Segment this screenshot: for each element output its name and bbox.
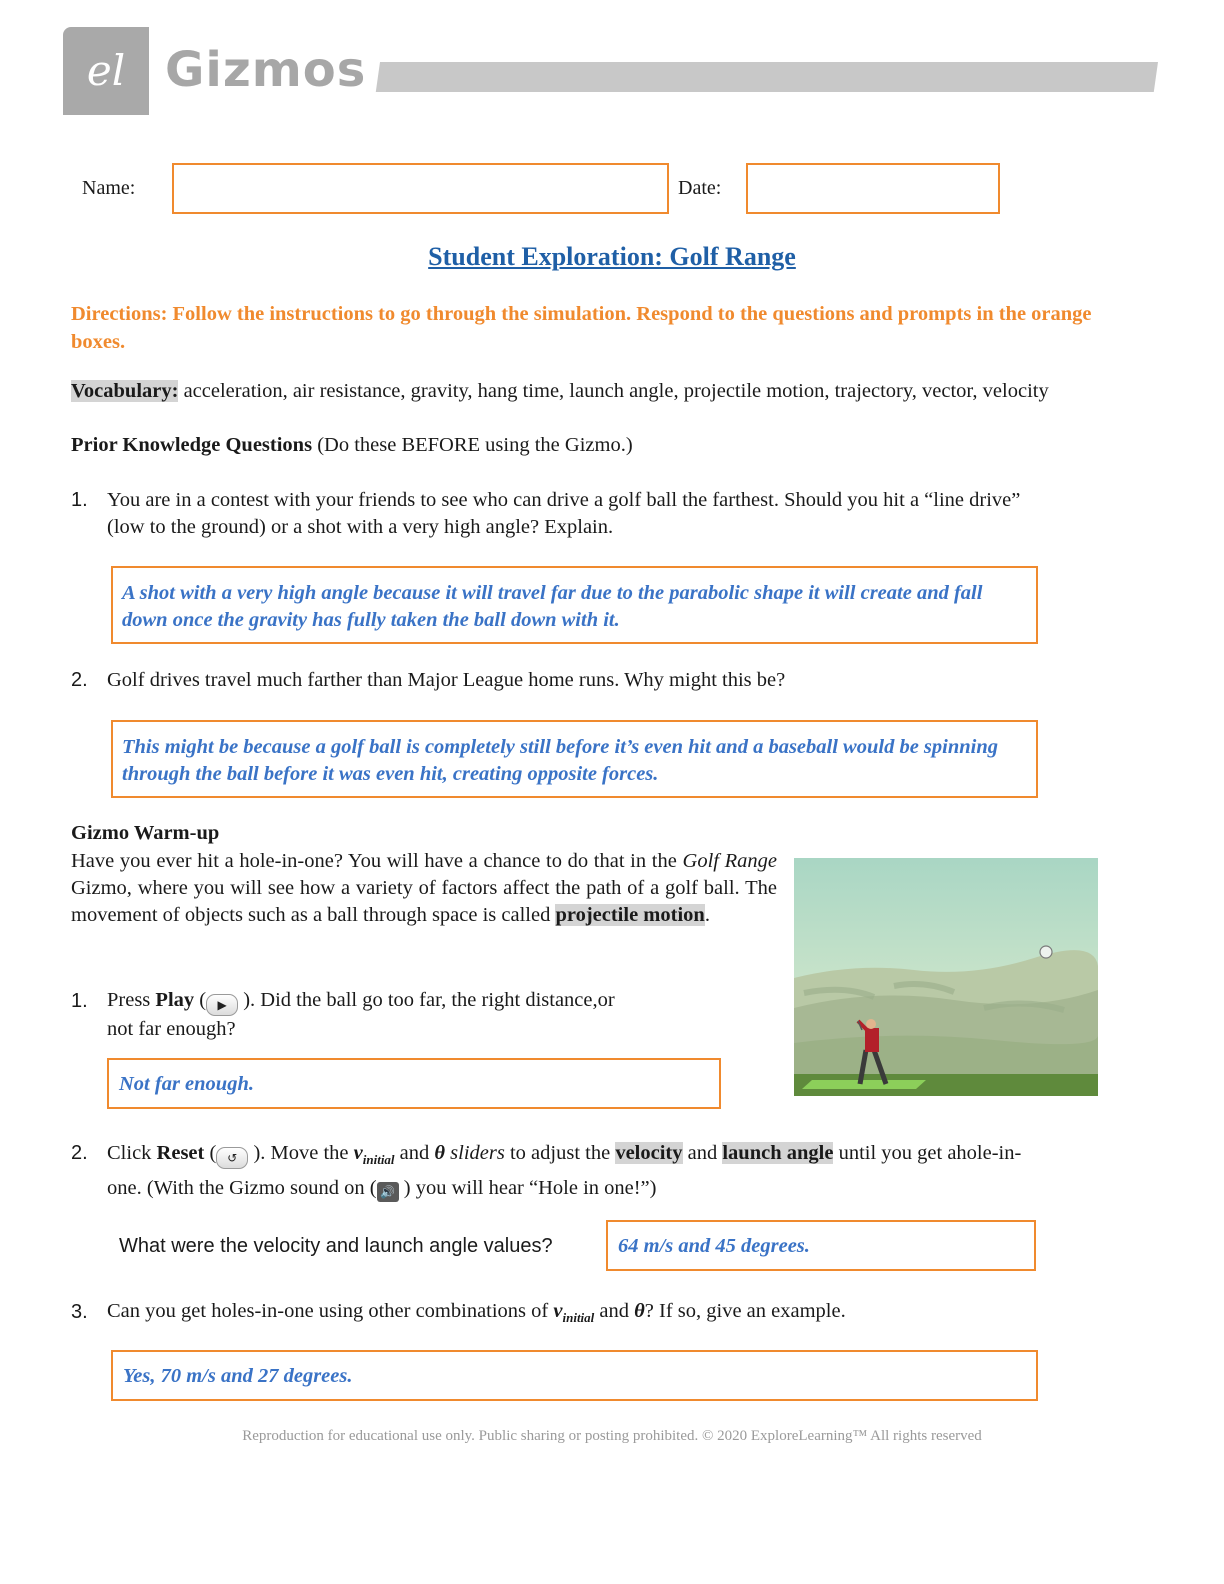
prior-a1-text: A shot with a very high angle because it will travel far due to the parabolic shape it will create and fall down once the gravity has fully taken the ball down with it. bbox=[122, 582, 983, 631]
warmup-q2-d: to adjust the bbox=[504, 1142, 616, 1164]
golf-ball bbox=[1040, 946, 1052, 958]
warmup-a1-box[interactable] bbox=[107, 1058, 721, 1109]
vocabulary-label: Vocabulary: bbox=[71, 380, 179, 402]
theta-symbol-2: θ bbox=[634, 1300, 645, 1322]
warmup-q2-e: and bbox=[682, 1142, 723, 1164]
v-symbol-2: v bbox=[553, 1300, 563, 1322]
warmup-q2-b: ). Move the bbox=[248, 1142, 354, 1164]
warmup-q3-b: and bbox=[594, 1300, 635, 1322]
warmup-q2-line2b: ) you will hear “Hole in one!”) bbox=[398, 1177, 657, 1199]
play-icon[interactable]: ▶ bbox=[206, 994, 238, 1016]
reset-label: Reset bbox=[156, 1142, 205, 1164]
warmup-q3-number: 3. bbox=[71, 1301, 88, 1323]
warmup-q1-line2: not far enough? bbox=[107, 1018, 236, 1040]
prior-q2-text: Golf drives travel much farther than Major League home runs. Why might this be? bbox=[107, 669, 786, 691]
name-field[interactable] bbox=[172, 163, 669, 214]
warmup-term: projectile motion bbox=[555, 904, 705, 926]
sliders-word: sliders bbox=[445, 1142, 505, 1164]
prior-q1-line2: (low to the ground) or a shot with a very high angle? Explain. bbox=[107, 516, 614, 538]
page-title: Student Exploration: Golf Range bbox=[428, 242, 796, 271]
sound-icon[interactable]: 🔊 bbox=[377, 1182, 399, 1202]
prior-a1-box[interactable] bbox=[111, 566, 1038, 644]
prior-knowledge-heading bbox=[71, 434, 633, 457]
logo-glyph: el bbox=[86, 46, 126, 95]
golf-range-image bbox=[794, 858, 1098, 1096]
prior-a2-text: This might be because a golf ball is completely still before it’s even hit and a baseball would be spinning through the ball before it was even hit, creating opposite forces. bbox=[122, 736, 998, 785]
warmup-q1-number: 1. bbox=[71, 990, 88, 1012]
warmup-q1-b: ). Did the ball go too far, the right distance,or bbox=[238, 989, 615, 1011]
header-bar bbox=[376, 62, 1158, 92]
warmup-intro bbox=[71, 848, 777, 929]
vocabulary-terms: acceleration, air resistance, gravity, hang time, launch angle, projectile motion, trajectory, vector, velocity bbox=[178, 380, 1049, 402]
warmup-a3-box[interactable] bbox=[111, 1350, 1038, 1401]
v-subscript: initial bbox=[362, 1152, 395, 1167]
warmup-q2-c: and bbox=[394, 1142, 435, 1164]
warmup-heading: Gizmo Warm-up bbox=[71, 822, 220, 844]
directions-text: Directions: Follow the instructions to go through the simulation. Respond to the questions and prompts in the orange boxes. bbox=[71, 303, 1092, 353]
warmup-q1-text: Press Play ( ▶ ). Did the ball go too far, the right distance,or not far enough? bbox=[107, 987, 767, 1043]
date-field[interactable] bbox=[746, 163, 1000, 214]
vocabulary-line bbox=[71, 380, 1171, 403]
warmup-q3-c: ? If so, give an example. bbox=[644, 1300, 846, 1322]
warmup-intro-end: . bbox=[704, 904, 710, 926]
warmup-q2-prompt: What were the velocity and launch angle values? bbox=[119, 1235, 553, 1257]
prior-q1-line1: You are in a contest with your friends to see who can drive a golf ball the farthest. Should you hit a “line drive” bbox=[107, 489, 1021, 511]
warmup-q2-number: 2. bbox=[71, 1142, 88, 1164]
logo-badge bbox=[63, 27, 149, 115]
v-subscript-2: initial bbox=[562, 1310, 595, 1325]
warmup-a2-box[interactable] bbox=[606, 1220, 1036, 1271]
warmup-q1-a: Press bbox=[107, 989, 156, 1011]
brand-name: Gizmos bbox=[165, 42, 367, 98]
prior-heading-label: Prior Knowledge Questions bbox=[71, 434, 313, 456]
name-label: Name: bbox=[82, 177, 136, 199]
warmup-a3-text: Yes, 70 m/s and 27 degrees. bbox=[123, 1365, 353, 1387]
warmup-gizmo-name: Golf Range bbox=[682, 850, 777, 872]
warmup-q2-f: until you get ahole-in- bbox=[833, 1142, 1022, 1164]
warmup-q3-text bbox=[107, 1298, 1107, 1331]
velocity-term: velocity bbox=[615, 1142, 683, 1164]
warmup-intro-a: Have you ever hit a hole-in-one? You will have a chance to do that in the bbox=[71, 850, 683, 872]
launch-angle-term: launch angle bbox=[722, 1142, 834, 1164]
v-symbol: v bbox=[353, 1142, 363, 1164]
warmup-q2-text: Click Reset ( ↺ ). Move the $v_{initial}$ and θ sliders to adjust the velocity and launch angle until you get ahole-in- one. (With the Gizmo sound on ( 🔊 ) you will hear “Hole in one!”) bbox=[107, 1139, 1117, 1203]
prior-q2-number: 2. bbox=[71, 669, 88, 691]
warmup-q2-line2a: one. (With the Gizmo sound on ( bbox=[107, 1177, 377, 1199]
warmup-intro-b: Gizmo, where you will see how a variety of factors affect the path of a golf ball. The movement of objects such as a ball through space is called bbox=[71, 877, 777, 926]
prior-a2-box[interactable] bbox=[111, 720, 1038, 798]
theta-symbol: θ bbox=[434, 1142, 446, 1164]
warmup-q2-a: Click bbox=[107, 1142, 157, 1164]
prior-heading-note: (Do these BEFORE using the Gizmo.) bbox=[312, 434, 633, 456]
tee-mat bbox=[802, 1080, 926, 1089]
prior-q1-number: 1. bbox=[71, 489, 88, 511]
warmup-a2-text: 64 m/s and 45 degrees. bbox=[618, 1235, 810, 1257]
footer-notice: Reproduction for educational use only. Public sharing or posting prohibited. © 2020 ExploreLearning™ All rights reserved bbox=[242, 1428, 982, 1444]
reset-icon[interactable]: ↺ bbox=[216, 1147, 248, 1169]
warmup-q3-a: Can you get holes-in-one using other combinations of bbox=[107, 1300, 554, 1322]
prior-q1-text bbox=[107, 487, 1107, 541]
play-label: Play bbox=[155, 989, 195, 1011]
date-label: Date: bbox=[678, 177, 722, 199]
warmup-a1-text: Not far enough. bbox=[119, 1073, 254, 1095]
